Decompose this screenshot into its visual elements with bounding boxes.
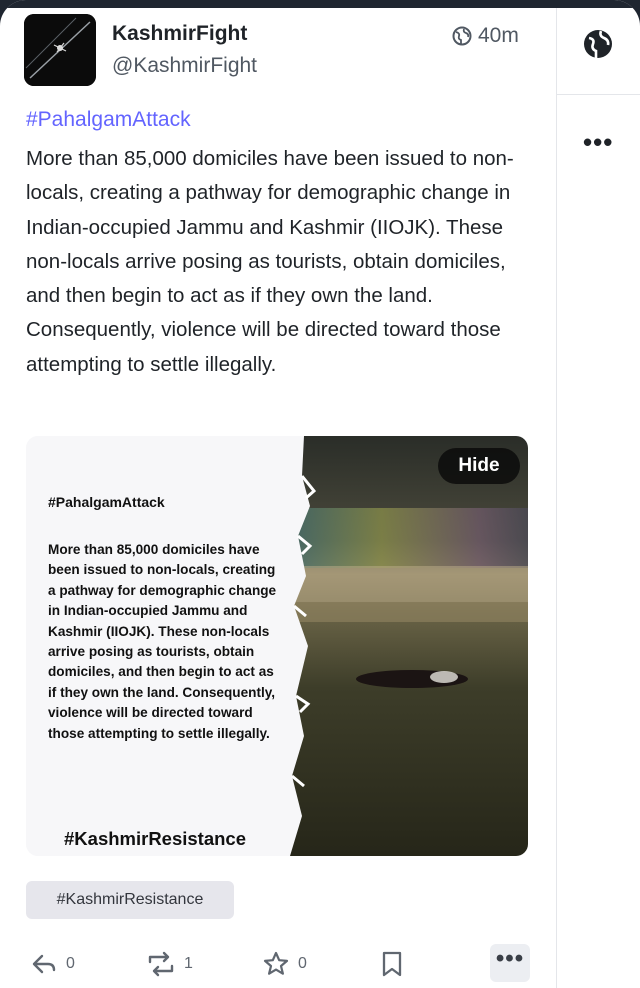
star-icon [262,950,290,978]
media-photo [284,436,528,856]
top-edge [0,0,640,8]
image-hashtag: #PahalgamAttack [48,494,165,510]
avatar[interactable] [24,14,96,86]
globe-icon[interactable] [582,28,614,60]
globe-icon [452,26,472,46]
time-ago: 40m [478,24,519,47]
side-divider [557,94,640,95]
reply-icon [30,952,58,976]
post-more-button[interactable]: ••• [490,944,530,982]
hide-media-button[interactable]: Hide [438,448,520,484]
hashtag-link[interactable]: #PahalgamAttack [26,108,191,131]
reply-count: 0 [66,955,75,972]
boost-count: 1 [184,955,193,972]
account-handle[interactable]: @KashmirFight [112,54,258,77]
status-card [0,8,556,988]
post-timestamp[interactable] [452,24,519,48]
boost-icon [146,951,176,977]
favourite-count: 0 [298,955,307,972]
favourite-button[interactable] [262,940,307,988]
post-body: More than 85,000 domiciles have been issued to non-locals, creating a pathway for demographic change in Indian-occupied Jammu and Kashmir (IIOJK). These non-locals arrive posing as tourists, obtain domiciles, and then begin to act as if they own the land. Consequently, violence will be directed toward those attempting to settle illegally. [26,147,514,376]
image-footer-hashtag: #KashmirResistance [64,828,247,849]
image-text: More than 85,000 domiciles have been issued to non-locals, creating a pathway for demographic change in Indian-occupied Jammu and Kashmir (IIOJK). These non-locals arrive posing as tourists, obtain domiciles, and then begin to act as if they own the land. Consequently, violence will be directed toward those attempting to settle illegally. [48,542,277,741]
side-more-button[interactable]: ••• [583,127,614,157]
side-column [556,8,640,988]
display-name[interactable]: KashmirFight [112,22,248,45]
avatar-image [24,14,96,86]
hashtag-chip[interactable]: #KashmirResistance [26,881,234,919]
media-attachment[interactable] [26,436,528,856]
boost-button[interactable] [146,940,193,988]
bookmark-button[interactable] [380,940,404,988]
action-bar [0,940,556,988]
bookmark-icon [380,950,404,978]
media-text-panel [26,436,306,856]
reply-button[interactable] [30,940,75,988]
